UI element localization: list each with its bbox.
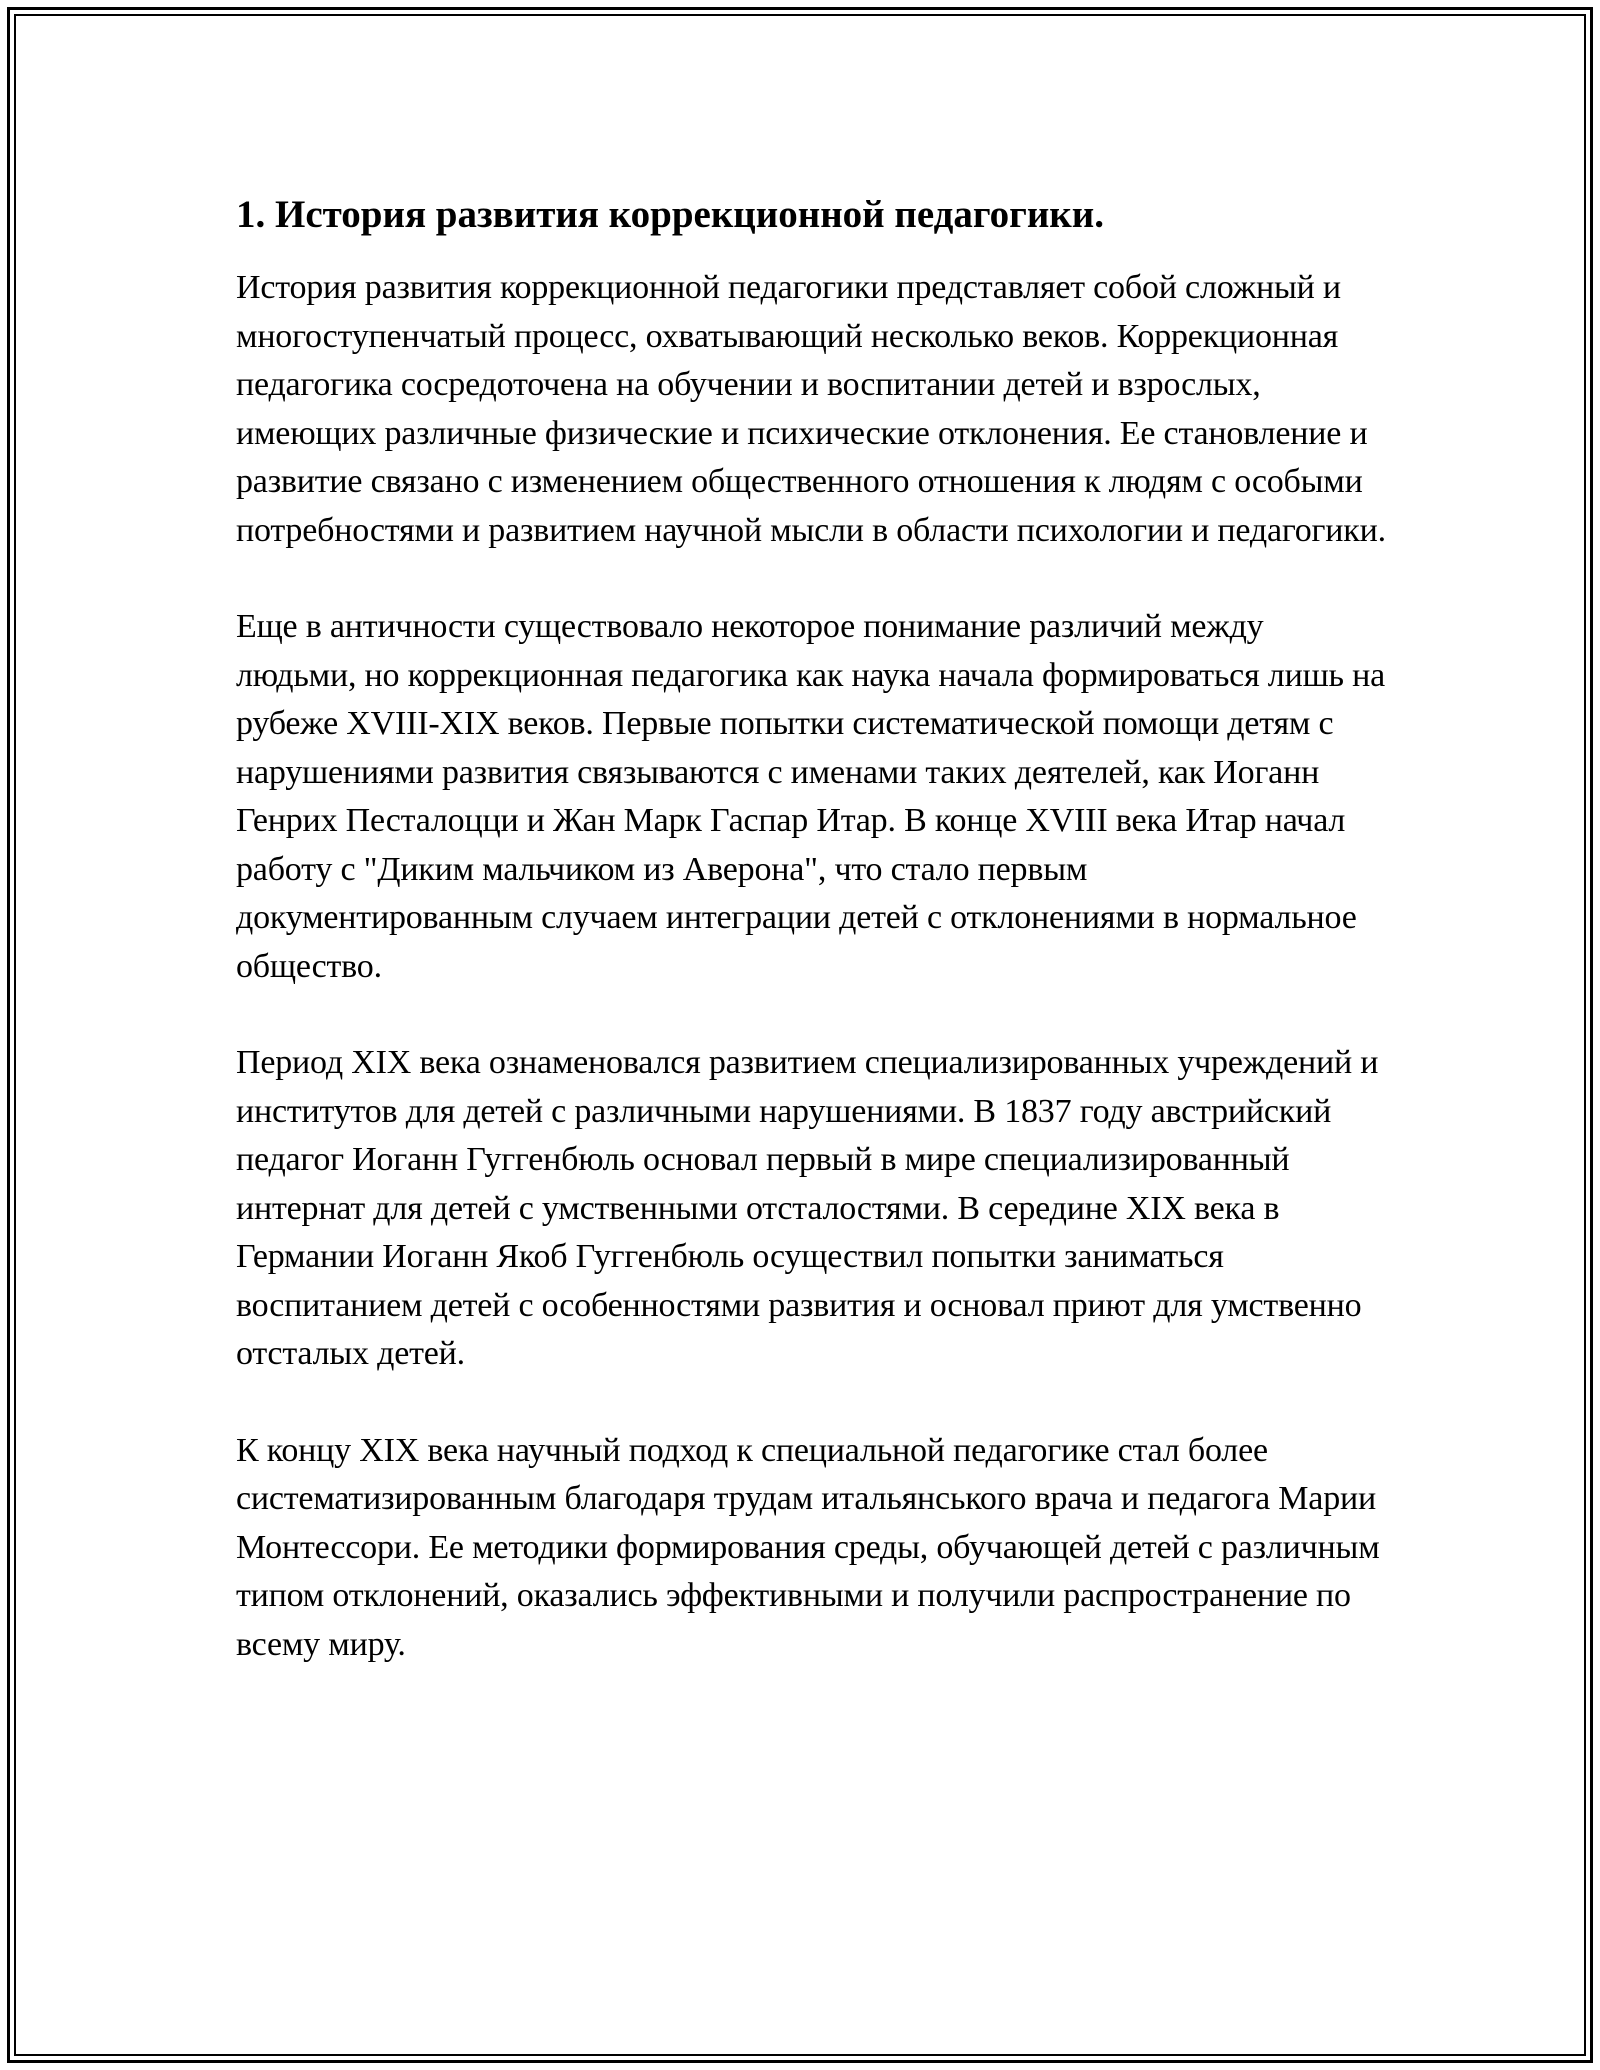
paragraph-intro: История развития коррекционной педагогики представляет собой сложный и многоступенчатый процесс, охватывающий несколько веков. Коррекционная педагогика сосредоточена на обучении и воспитании детей и взрослых, имеющих различные физические и психические отклонения. Ее становление и развитие связано с изменением общественного отношения к людям с особыми потребностями и развитием научной мысли в области психологии и педагогики. [236,269,1386,549]
paragraph-antiquity: Еще в античности существовало некоторое понимание различий между людьми, но коррекционная педагогика как наука начала формироваться лишь на рубеже XVIII-XIX веков. Первые попытки систематической помощи детям с нарушениями развития связываются с именами таких деятелей, как Иоганн Генрих Песталоцци и Жан Марк Гаспар Итар. В конце XVIII века Итар начал работу с "Диким мальчиком из Аверона", что стало первым документированным случаем интеграции детей с отклонениями в нормальное общество. [236,608,1386,985]
document-body [236,186,1386,1669]
section-heading: 1. История развития коррекционной педагогики. [236,193,1104,236]
paragraph-montessori: К концу XIX века научный подход к специальной педагогике стал более систематизированным благодаря трудам итальянського врача и педагога Марии Монтессори. Ее методики формирования среды, обучающей детей с различным типом отклонений, оказались эффективными и получили распространение по всему миру. [236,1431,1380,1663]
paragraph-19th-century: Период XIX века ознаменовался развитием специализированных учреждений и институтов для детей с различными нарушениями. В 1837 году австрийский педагог Иоганн Гуггенбюль основал первый в мире специализированный интернат для детей с умственными отсталостями. В середине XIX века в Германии Иоганн Якоб Гуггенбюль осуществил попытки заниматься воспитанием детей с особенностями развития и основал приют для умственно отсталых детей. [236,1044,1379,1372]
